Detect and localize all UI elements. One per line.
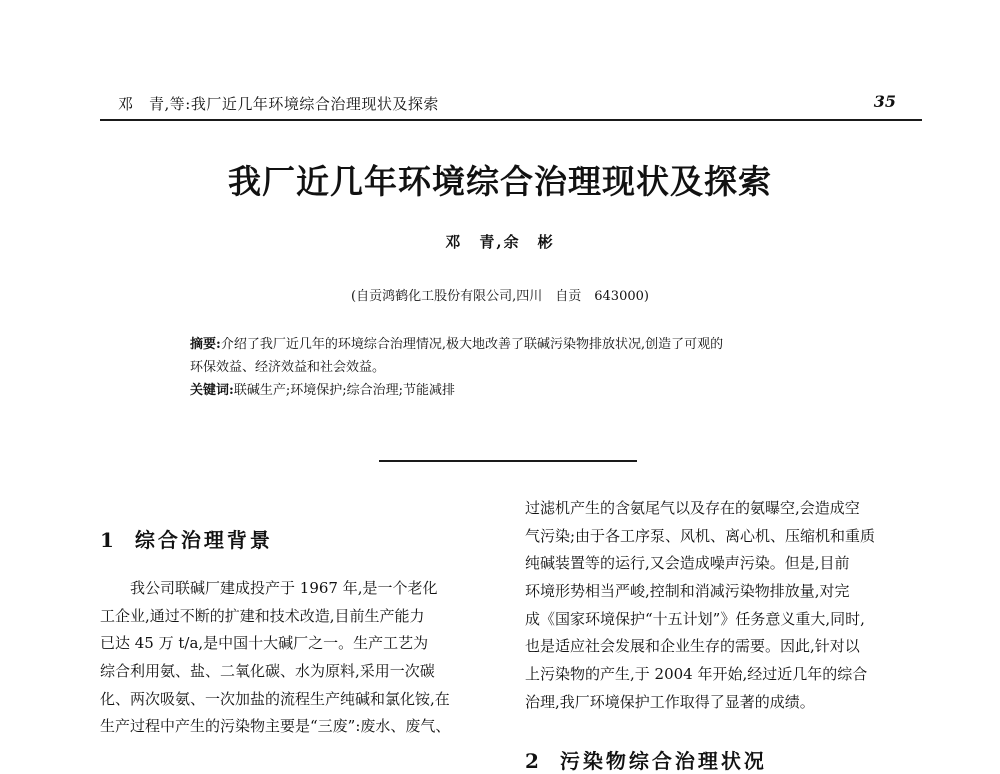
body-line: 也是适应社会发展和企业生存的需要。因此,针对以 bbox=[525, 637, 860, 656]
body-line: 气污染;由于各工序泵、风机、离心机、压缩机和重质 bbox=[525, 526, 876, 545]
body-line: 工企业,通过不断的扩建和技术改造,目前生产能力 bbox=[100, 606, 425, 625]
body-line: 上污染物的产生,于 2004 年开始,经过近几年的综合 bbox=[525, 665, 868, 684]
section-number: 1 bbox=[100, 528, 117, 552]
body-line: 化、两次吸氨、一次加盐的流程生产纯碱和氯化铵,在 bbox=[100, 689, 450, 708]
keywords-text: 联碱生产;环境保护;综合治理;节能减排 bbox=[233, 383, 455, 398]
affiliation: (自贡鸿鹤化工股份有限公司,四川 自贡 643000) bbox=[351, 289, 649, 304]
section-title: 污染物综合治理状况 bbox=[559, 749, 767, 773]
abstract-line bbox=[190, 356, 830, 379]
body-line: 综合利用氨、盐、二氧化碳、水为原料,采用一次碳 bbox=[100, 662, 435, 681]
body-line: 已达 45 万 t/a,是中国十大碱厂之一。生产工艺为 bbox=[100, 634, 429, 653]
abstract-text: 介绍了我厂近几年的环境综合治理情况,极大地改善了联碱污染物排放状况,创造了可观的 bbox=[220, 337, 724, 352]
keywords-label: 关键词: bbox=[190, 383, 234, 398]
separator-rule bbox=[379, 460, 637, 462]
left-column-body bbox=[100, 575, 510, 741]
section-number: 2 bbox=[525, 749, 542, 773]
body-line: 纯碱装置等的运行,又会造成噪声污染。但是,目前 bbox=[525, 554, 850, 573]
abstract-line bbox=[190, 333, 830, 356]
body-line: 我公司联碱厂建成投产于 1967 年,是一个老化 bbox=[100, 579, 438, 597]
keywords-line bbox=[190, 379, 830, 402]
abstract-block bbox=[190, 333, 830, 402]
authors: 邓 青,余 彬 bbox=[445, 233, 555, 251]
abstract-label: 摘要: bbox=[190, 337, 221, 352]
section-title: 综合治理背景 bbox=[134, 528, 273, 552]
body-line: 成《国家环境保护“十五计划”》任务意义重大,同时, bbox=[525, 609, 865, 628]
body-line: 治理,我厂环境保护工作取得了显著的成绩。 bbox=[525, 692, 815, 711]
body-line: 过滤机产生的含氨尾气以及存在的氨曝空,会造成空 bbox=[525, 499, 860, 517]
body-line: 环境形势相当严峻,控制和消减污染物排放量,对完 bbox=[525, 582, 850, 601]
running-header bbox=[100, 93, 922, 121]
section-heading-background bbox=[100, 524, 273, 553]
page-number: 35 bbox=[873, 92, 896, 111]
article-title: 我厂近几年环境综合治理现状及探索 bbox=[228, 162, 772, 201]
right-column-body bbox=[525, 495, 923, 717]
abstract-text: 环保效益、经济效益和社会效益。 bbox=[190, 360, 386, 375]
body-line: 生产过程中产生的污染物主要是“三废”:废水、废气、 bbox=[100, 717, 451, 736]
running-title: 邓 青,等:我厂近几年环境综合治理现状及探索 bbox=[118, 95, 439, 113]
